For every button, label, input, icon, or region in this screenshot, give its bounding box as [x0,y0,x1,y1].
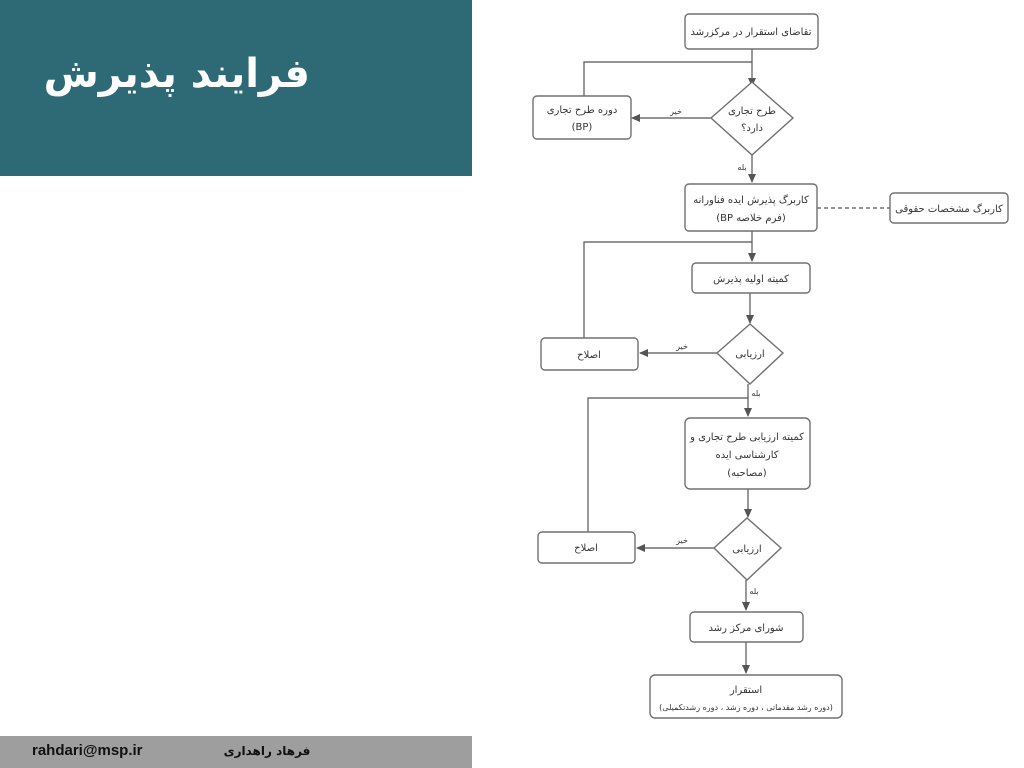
node-evaluation-committee-label-2: کارشناسی ایده [715,450,779,461]
node-legal-form-label: کاربرگ مشخصات حقوقی [895,204,1003,215]
node-evaluation-1 [717,324,783,384]
node-legal-form [890,193,1008,223]
node-request [685,14,818,49]
node-council [690,612,803,642]
footer-band [0,736,472,768]
node-bp-course [533,96,631,139]
slide-title: فرایند پذیرش [43,51,310,97]
node-bp-course-label-2: (BP) [571,122,593,133]
node-establishment-label-2: (دوره رشد مقدماتی ، دوره رشد ، دوره رشدتکمیلی) [659,703,833,712]
edge-label-no-2: خیر [676,342,688,351]
node-initial-committee-label: کمیته اولیه پذیرش [713,274,789,285]
node-revision-1 [541,338,638,370]
node-revision-2-label: اصلاح [574,543,598,554]
footer-email: rahdari@msp.ir [32,742,143,759]
node-evaluation-1-label: ارزیابی [735,349,765,360]
node-has-bp-label-2: دارد؟ [741,123,763,134]
node-evaluation-2-label: ارزیابی [732,544,762,555]
node-admission-form-label-1: کاربرگ پذیرش ایده فناورانه [693,195,809,206]
node-has-bp-label-1: طرح تجاری [727,106,777,117]
edge-label-yes-3: بله [749,587,759,596]
node-establishment [650,675,842,718]
edge-label-yes-1: بله [737,163,747,172]
footer-author: فرهاد راهداری [223,744,311,758]
node-has-bp-decision [711,82,793,155]
node-bp-course-label-1: دوره طرح تجاری [546,105,618,116]
node-revision-2 [538,532,635,563]
node-evaluation-committee-label-1: کمیته ارزیابی طرح تجاری و [690,432,804,443]
edge-bp-course-return [584,62,752,96]
node-council-label: شورای مرکز رشد [708,623,784,634]
edge-label-yes-2: بله [751,389,761,398]
node-admission-form-label-2: (فرم خلاصه BP) [716,213,786,224]
node-evaluation-committee [685,418,810,489]
node-initial-committee [692,263,810,293]
node-establishment-label-1: استقرار [729,685,763,696]
edge-label-no-3: خیر [676,536,688,545]
node-revision-1-label: اصلاح [577,350,601,361]
node-evaluation-committee-label-3: (مصاحبه) [727,468,767,479]
node-request-label: تقاضای استقرار در مرکزرشد [690,27,812,38]
node-admission-form [685,184,817,231]
node-evaluation-2 [714,518,781,580]
edge-label-no-1: خیر [670,107,682,116]
